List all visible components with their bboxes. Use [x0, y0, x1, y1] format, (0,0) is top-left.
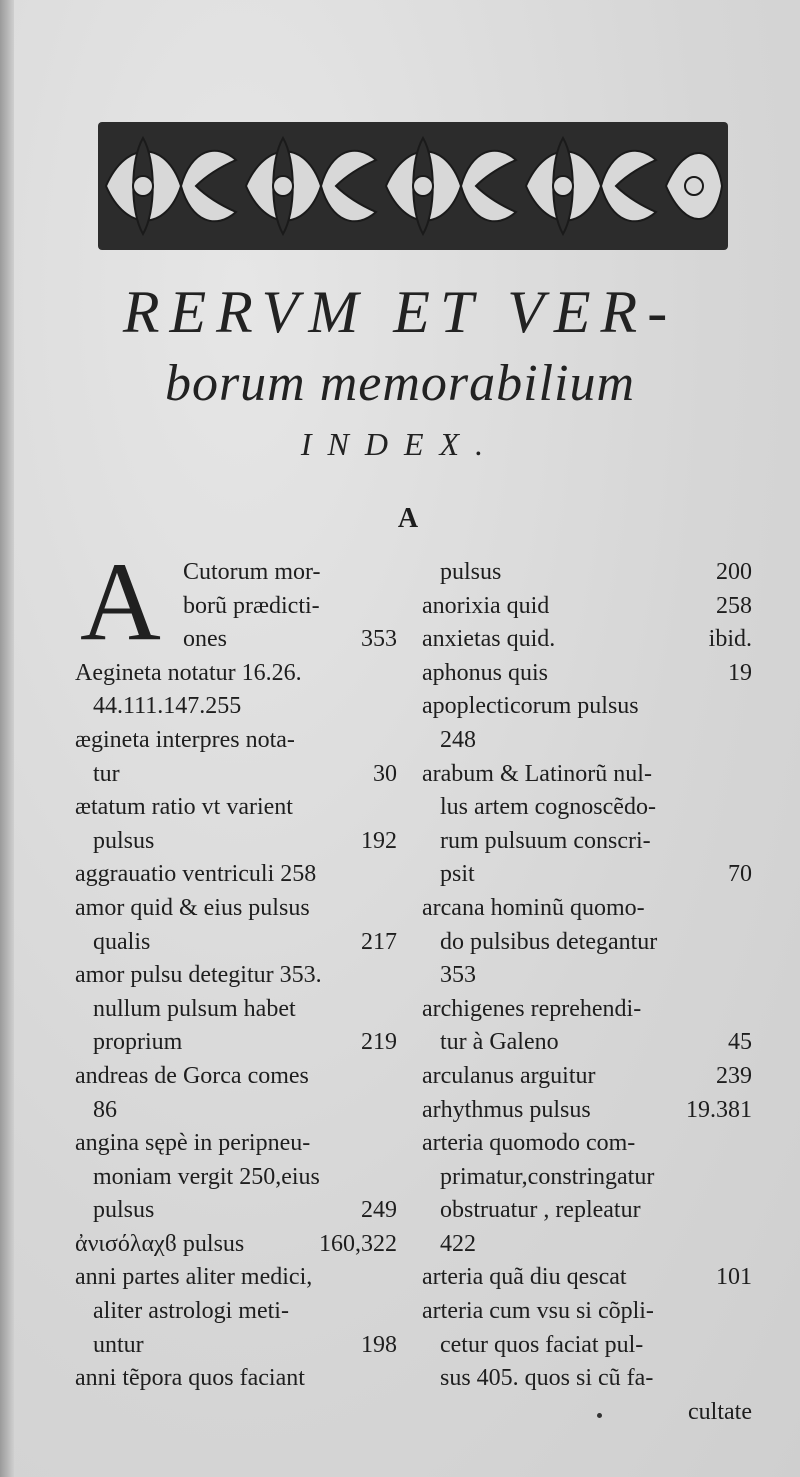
index-entry-text: arteria quã diu qescat	[422, 1264, 627, 1291]
index-entry-text: pulsus	[440, 559, 502, 585]
index-entry-text: do pulsibus detegantur	[440, 928, 658, 955]
index-entry-line	[422, 1060, 752, 1094]
index-entry-line	[422, 1396, 752, 1430]
index-entry-line	[75, 825, 397, 859]
index-entry-text: tur à Galeno	[440, 1029, 559, 1056]
index-entry-line	[75, 959, 397, 993]
index-entry-text: tur	[93, 760, 120, 787]
index-entry-line	[75, 758, 397, 792]
index-entry-line	[422, 858, 752, 892]
index-entry-line	[75, 858, 397, 892]
index-entry-text: rum pulsuum conscri-	[440, 827, 651, 854]
index-entry-line	[422, 1295, 752, 1329]
index-entry-line	[75, 1362, 397, 1396]
index-entry-line	[75, 1094, 397, 1128]
index-entry-text: arabum & Latinorũ nul-	[422, 760, 652, 787]
index-entry-text: ægineta interpres nota-	[75, 726, 295, 753]
index-entry-text: pulsus	[93, 1197, 155, 1224]
index-entry-line	[75, 1194, 397, 1228]
index-entry-text: cultate	[688, 1398, 752, 1425]
title-line-1: RERVM ET VER-	[122, 279, 678, 345]
index-entry-text: Aegineta notatur 16.26.	[75, 659, 302, 686]
index-page-number: 249	[361, 1197, 397, 1224]
index-page-number: 258	[716, 592, 752, 619]
index-page-number: 19	[728, 659, 752, 686]
index-entry-line	[75, 657, 397, 691]
index-entry-text: untur	[93, 1331, 144, 1358]
index-entry-line	[75, 1026, 397, 1060]
section-letter: A	[397, 503, 419, 534]
index-page-number: 217	[361, 928, 397, 955]
index-entry-text: sus 405. quos si cũ fa-	[440, 1365, 654, 1392]
index-entry-line	[422, 1026, 752, 1060]
index-entry-line	[75, 1127, 397, 1161]
index-entry-line	[75, 623, 397, 657]
index-page-number: 219	[361, 1029, 397, 1056]
index-entry-text: ætatum ratio vt varient	[75, 794, 293, 821]
index-entry-text: borũ prædicti-	[183, 592, 320, 619]
decorative-headpiece	[96, 120, 730, 252]
index-page-number: ibid.	[708, 626, 752, 653]
index-entry-line	[75, 926, 397, 960]
index-entry-text: arculanus arguitur	[422, 1062, 596, 1089]
index-entry-line	[422, 556, 752, 590]
index-entry-text: 86	[93, 1096, 117, 1123]
index-entry-text: archigenes reprehendi-	[422, 995, 642, 1022]
index-entry-line	[422, 1228, 752, 1262]
index-entry-text: amor pulsu detegitur 353.	[75, 962, 322, 989]
title-line-2: borum memorabilium	[164, 355, 636, 412]
index-entry-line	[75, 1295, 397, 1329]
index-entry-line	[422, 1261, 752, 1295]
index-entry-line	[422, 1161, 752, 1195]
index-entry-text: 353	[440, 962, 476, 989]
index-page-number: 45	[728, 1029, 752, 1056]
index-entry-text: psit	[440, 861, 475, 888]
index-entry-text: andreas de Gorca comes	[75, 1062, 309, 1089]
index-entry-line	[422, 1194, 752, 1228]
index-entry-line	[75, 590, 397, 624]
index-entry-line	[422, 1127, 752, 1161]
ink-speck	[597, 1413, 602, 1418]
index-entry-text: anxietas quid.	[422, 626, 556, 653]
index-page-number: 198	[361, 1331, 397, 1358]
index-page-number: 239	[716, 1062, 752, 1089]
index-page-number: 101	[716, 1264, 752, 1291]
index-entry-line	[75, 1060, 397, 1094]
index-entry-line	[422, 724, 752, 758]
index-entry-line	[422, 959, 752, 993]
index-entry-text: pulsus	[93, 827, 155, 854]
index-entry-line	[422, 926, 752, 960]
index-entry-text: cetur quos faciat pul-	[440, 1331, 644, 1358]
index-entry-line	[75, 1228, 397, 1262]
title-line-3: INDEX.	[300, 426, 500, 462]
drop-cap: A	[80, 540, 161, 664]
index-entry-text: aggrauatio ventriculi 258	[75, 861, 317, 888]
index-entry-text: arhythmus pulsus	[422, 1096, 591, 1123]
index-entry-text: 422	[440, 1230, 476, 1257]
index-entry-text: arteria cum vsu si cõpli-	[422, 1298, 654, 1325]
index-entry-text: arcana hominũ quomo-	[422, 894, 645, 921]
index-entry-line	[422, 623, 752, 657]
index-entry-text: angina sępè in peripneu-	[75, 1130, 311, 1157]
index-entry-line	[75, 1329, 397, 1363]
index-entry-line	[422, 791, 752, 825]
index-entry-line	[422, 825, 752, 859]
index-entry-line	[422, 1362, 752, 1396]
index-entry-text: ἀνισόλαχϐ pulsus	[75, 1230, 245, 1257]
index-entry-text: anni tẽpora quos faciant	[75, 1365, 305, 1392]
index-entry-line	[422, 690, 752, 724]
index-entry-line	[422, 993, 752, 1027]
index-entry-line	[422, 758, 752, 792]
index-entry-text: arteria quomodo com-	[422, 1130, 636, 1157]
index-entry-line	[75, 1161, 397, 1195]
index-entry-text: ones	[183, 626, 227, 653]
index-entry-text: aphonus quis	[422, 659, 548, 686]
index-entry-text: apoplecticorum pulsus	[422, 693, 639, 720]
index-page-number: 160,322	[319, 1230, 397, 1257]
index-entry-line	[422, 892, 752, 926]
index-entry-line	[75, 690, 397, 724]
index-entry-text: anni partes aliter medici,	[75, 1264, 313, 1291]
index-page-number: 19.381	[686, 1096, 752, 1123]
index-entry-text: Cutorum mor-	[183, 559, 321, 585]
index-entry-text: proprium	[93, 1029, 183, 1056]
index-column-right	[422, 556, 752, 1429]
index-entry-text: 248	[440, 726, 476, 753]
index-entry-line	[75, 724, 397, 758]
index-page-number: 70	[728, 861, 752, 888]
index-entry-line	[75, 1261, 397, 1295]
index-entry-text: obstruatur , repleatur	[440, 1197, 641, 1224]
index-page-number: 200	[716, 559, 752, 585]
index-entry-text: 44.111.147.255	[93, 693, 242, 720]
index-page-number: 353	[361, 626, 397, 653]
index-entry-line	[75, 791, 397, 825]
index-entry-text: primatur,constringatur	[440, 1163, 655, 1190]
index-entry-text: aliter astrologi meti-	[93, 1298, 289, 1325]
index-entry-line	[422, 657, 752, 691]
index-entry-line	[75, 993, 397, 1027]
index-page-number: 30	[373, 760, 397, 787]
index-entry-line	[75, 892, 397, 926]
index-entry-line	[422, 590, 752, 624]
index-entry-text: qualis	[93, 928, 151, 955]
index-entry-line	[422, 1329, 752, 1363]
index-entry-text: moniam vergit 250,eius	[93, 1163, 320, 1190]
index-entry-text: nullum pulsum habet	[93, 995, 296, 1022]
index-column-left	[75, 556, 397, 1396]
index-page-number: 192	[361, 827, 397, 854]
index-entry-line	[75, 556, 397, 590]
index-entry-line	[422, 1094, 752, 1128]
index-entry-text: anorixia quid	[422, 592, 550, 619]
index-entry-text: amor quid & eius pulsus	[75, 894, 310, 921]
index-entry-text: lus artem cognoscẽdo-	[440, 794, 656, 821]
